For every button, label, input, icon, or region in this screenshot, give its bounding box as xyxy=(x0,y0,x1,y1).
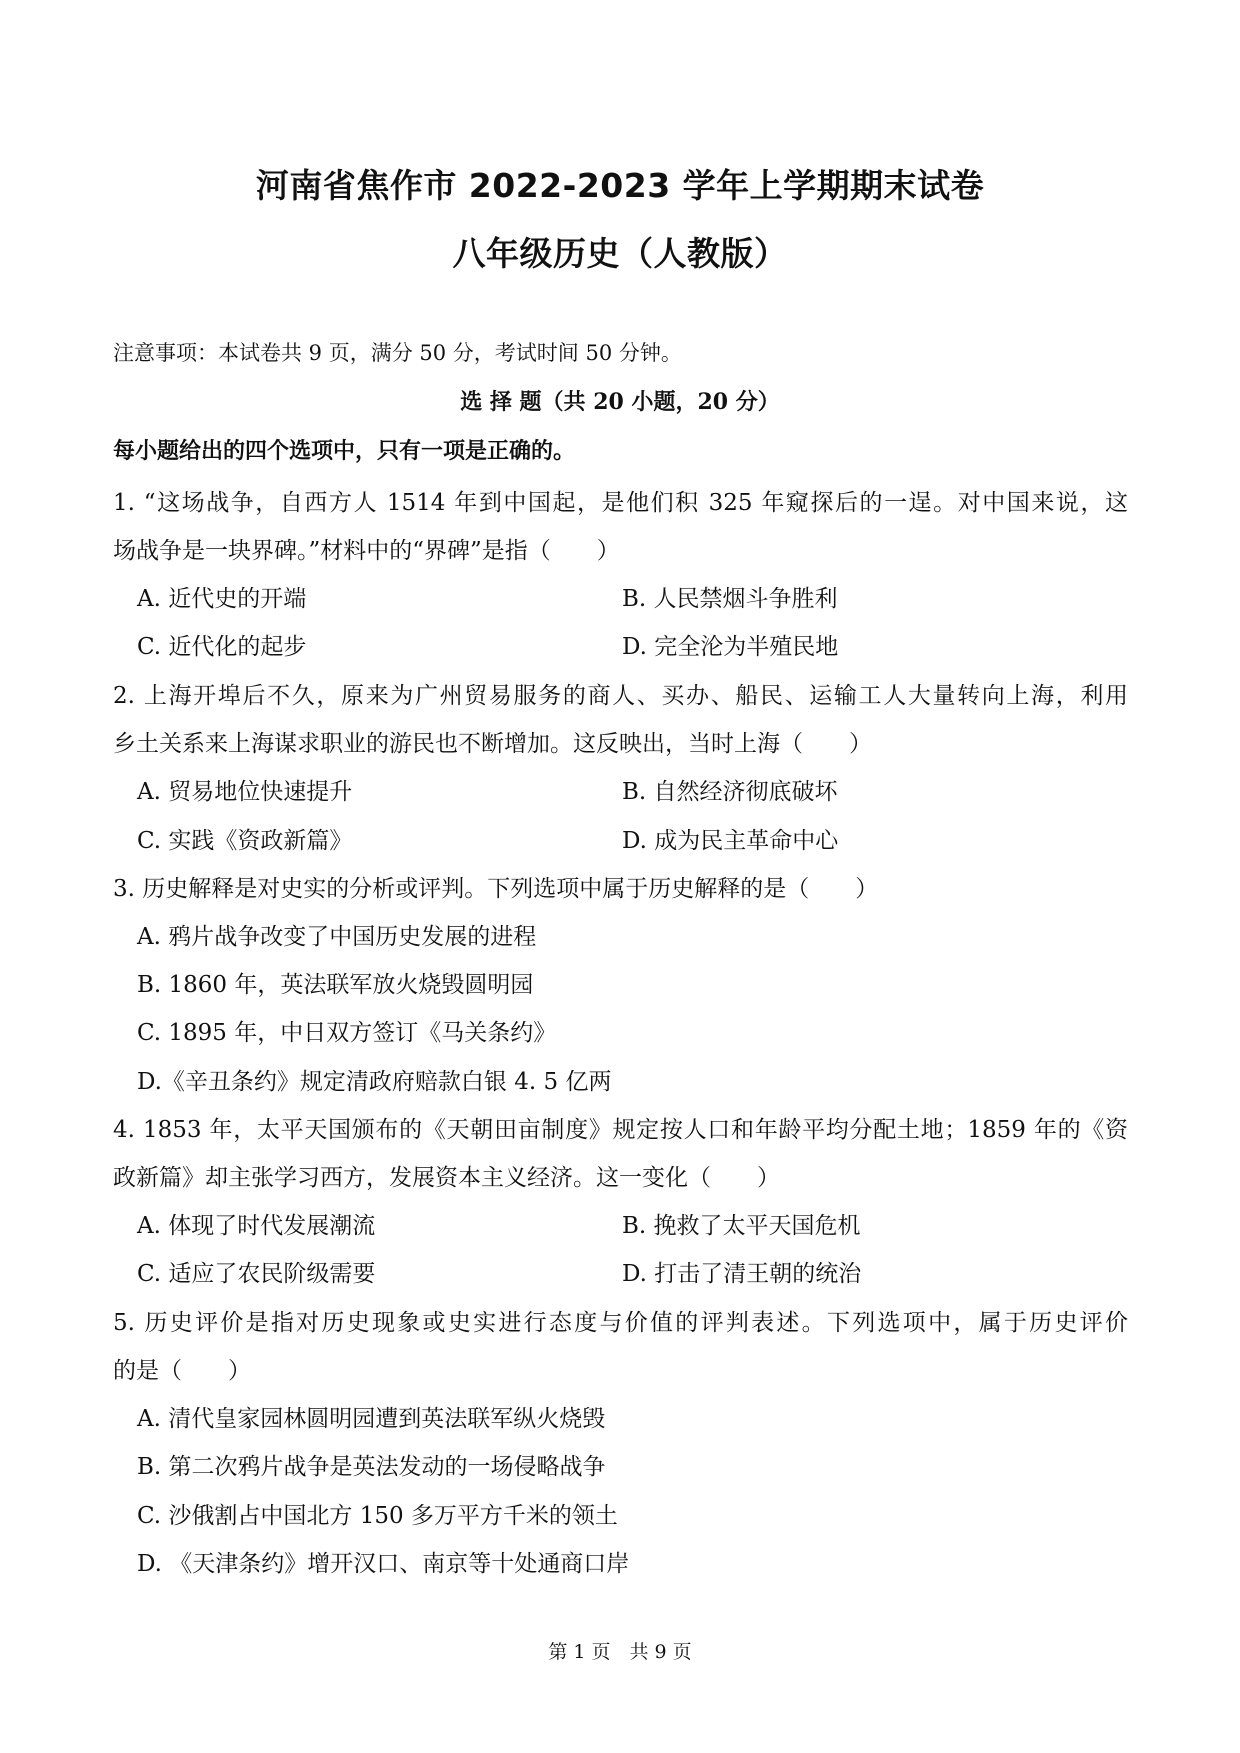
question-4-option-a: A. 体现了时代发展潮流 xyxy=(137,1213,376,1239)
exam-subtitle: 八年级历史（人教版） xyxy=(452,234,788,273)
question-3-option-d: D.《辛丑条约》规定清政府赔款白银 4. 5 亿两 xyxy=(137,1069,612,1095)
question-2-option-d: D. 成为民主革命中心 xyxy=(622,828,839,854)
question-4-option-d: D. 打击了清王朝的统治 xyxy=(622,1261,862,1287)
exam-title: 河南省焦作市 2022-2023 学年上学期期末试卷 xyxy=(255,166,985,205)
question-2-stem-line2: 乡土关系来上海谋求职业的游民也不断增加。这反映出，当时上海（ ） xyxy=(113,731,872,757)
question-1-option-c: C. 近代化的起步 xyxy=(137,634,307,660)
question-2-stem-line1: 2. 上海开埠后不久，原来为广州贸易服务的商人、买办、船民、运输工人大量转向上海，利用 xyxy=(113,683,1128,709)
question-5-stem-line1: 5. 历史评价是指对历史现象或史实进行态度与价值的评判表述。下列选项中，属于历史评价 xyxy=(113,1310,1128,1336)
question-3-option-a: A. 鸦片战争改变了中国历史发展的进程 xyxy=(137,924,537,950)
question-1-option-d: D. 完全沦为半殖民地 xyxy=(622,634,839,660)
question-5-option-a: A. 清代皇家园林圆明园遭到英法联军纵火烧毁 xyxy=(137,1406,606,1432)
question-2-option-a: A. 贸易地位快速提升 xyxy=(137,779,353,805)
question-4-stem-line2: 政新篇》却主张学习西方，发展资本主义经济。这一变化（ ） xyxy=(113,1165,780,1191)
question-5-option-b: B. 第二次鸦片战争是英法发动的一场侵略战争 xyxy=(137,1454,606,1480)
question-3-stem: 3. 历史解释是对史实的分析或评判。下列选项中属于历史解释的是（ ） xyxy=(113,876,879,902)
question-5-option-c: C. 沙俄割占中国北方 150 多万平方千米的领土 xyxy=(137,1503,618,1529)
question-2-option-c: C. 实践《资政新篇》 xyxy=(137,828,353,854)
question-4-option-b: B. 挽救了太平天国危机 xyxy=(622,1213,861,1239)
section-title: 选 择 题（共 20 小题，20 分） xyxy=(460,389,780,415)
question-5-stem-line2: 的是（ ） xyxy=(113,1358,251,1384)
page-footer: 第 1 页 共 9 页 xyxy=(548,1641,692,1663)
notice-text: 注意事项：本试卷共 9 页，满分 50 分，考试时间 50 分钟。 xyxy=(113,341,682,365)
question-4-option-c: C. 适应了农民阶级需要 xyxy=(137,1261,376,1287)
question-3-option-c: C. 1895 年，中日双方签订《马关条约》 xyxy=(137,1020,557,1046)
question-1-stem-line1: 1. “这场战争，自西方人 1514 年到中国起，是他们积 325 年窥探后的一逞。对中国来说，这 xyxy=(113,490,1128,516)
question-1-stem-line2: 场战争是一块界碑。”材料中的“界碑”是指（ ） xyxy=(113,538,620,564)
question-4-stem-line1: 4. 1853 年，太平天国颁布的《天朝田亩制度》规定按人口和年龄平均分配土地；1859 年的《资 xyxy=(113,1117,1128,1143)
question-5-option-d: D. 《天津条约》增开汉口、南京等十处通商口岸 xyxy=(137,1551,630,1577)
question-1-option-a: A. 近代史的开端 xyxy=(137,586,307,612)
question-1-option-b: B. 人民禁烟斗争胜利 xyxy=(622,586,838,612)
question-2-option-b: B. 自然经济彻底破坏 xyxy=(622,779,838,805)
question-3-option-b: B. 1860 年，英法联军放火烧毁圆明园 xyxy=(137,972,534,998)
section-instruction: 每小题给出的四个选项中，只有一项是正确的。 xyxy=(113,438,576,464)
